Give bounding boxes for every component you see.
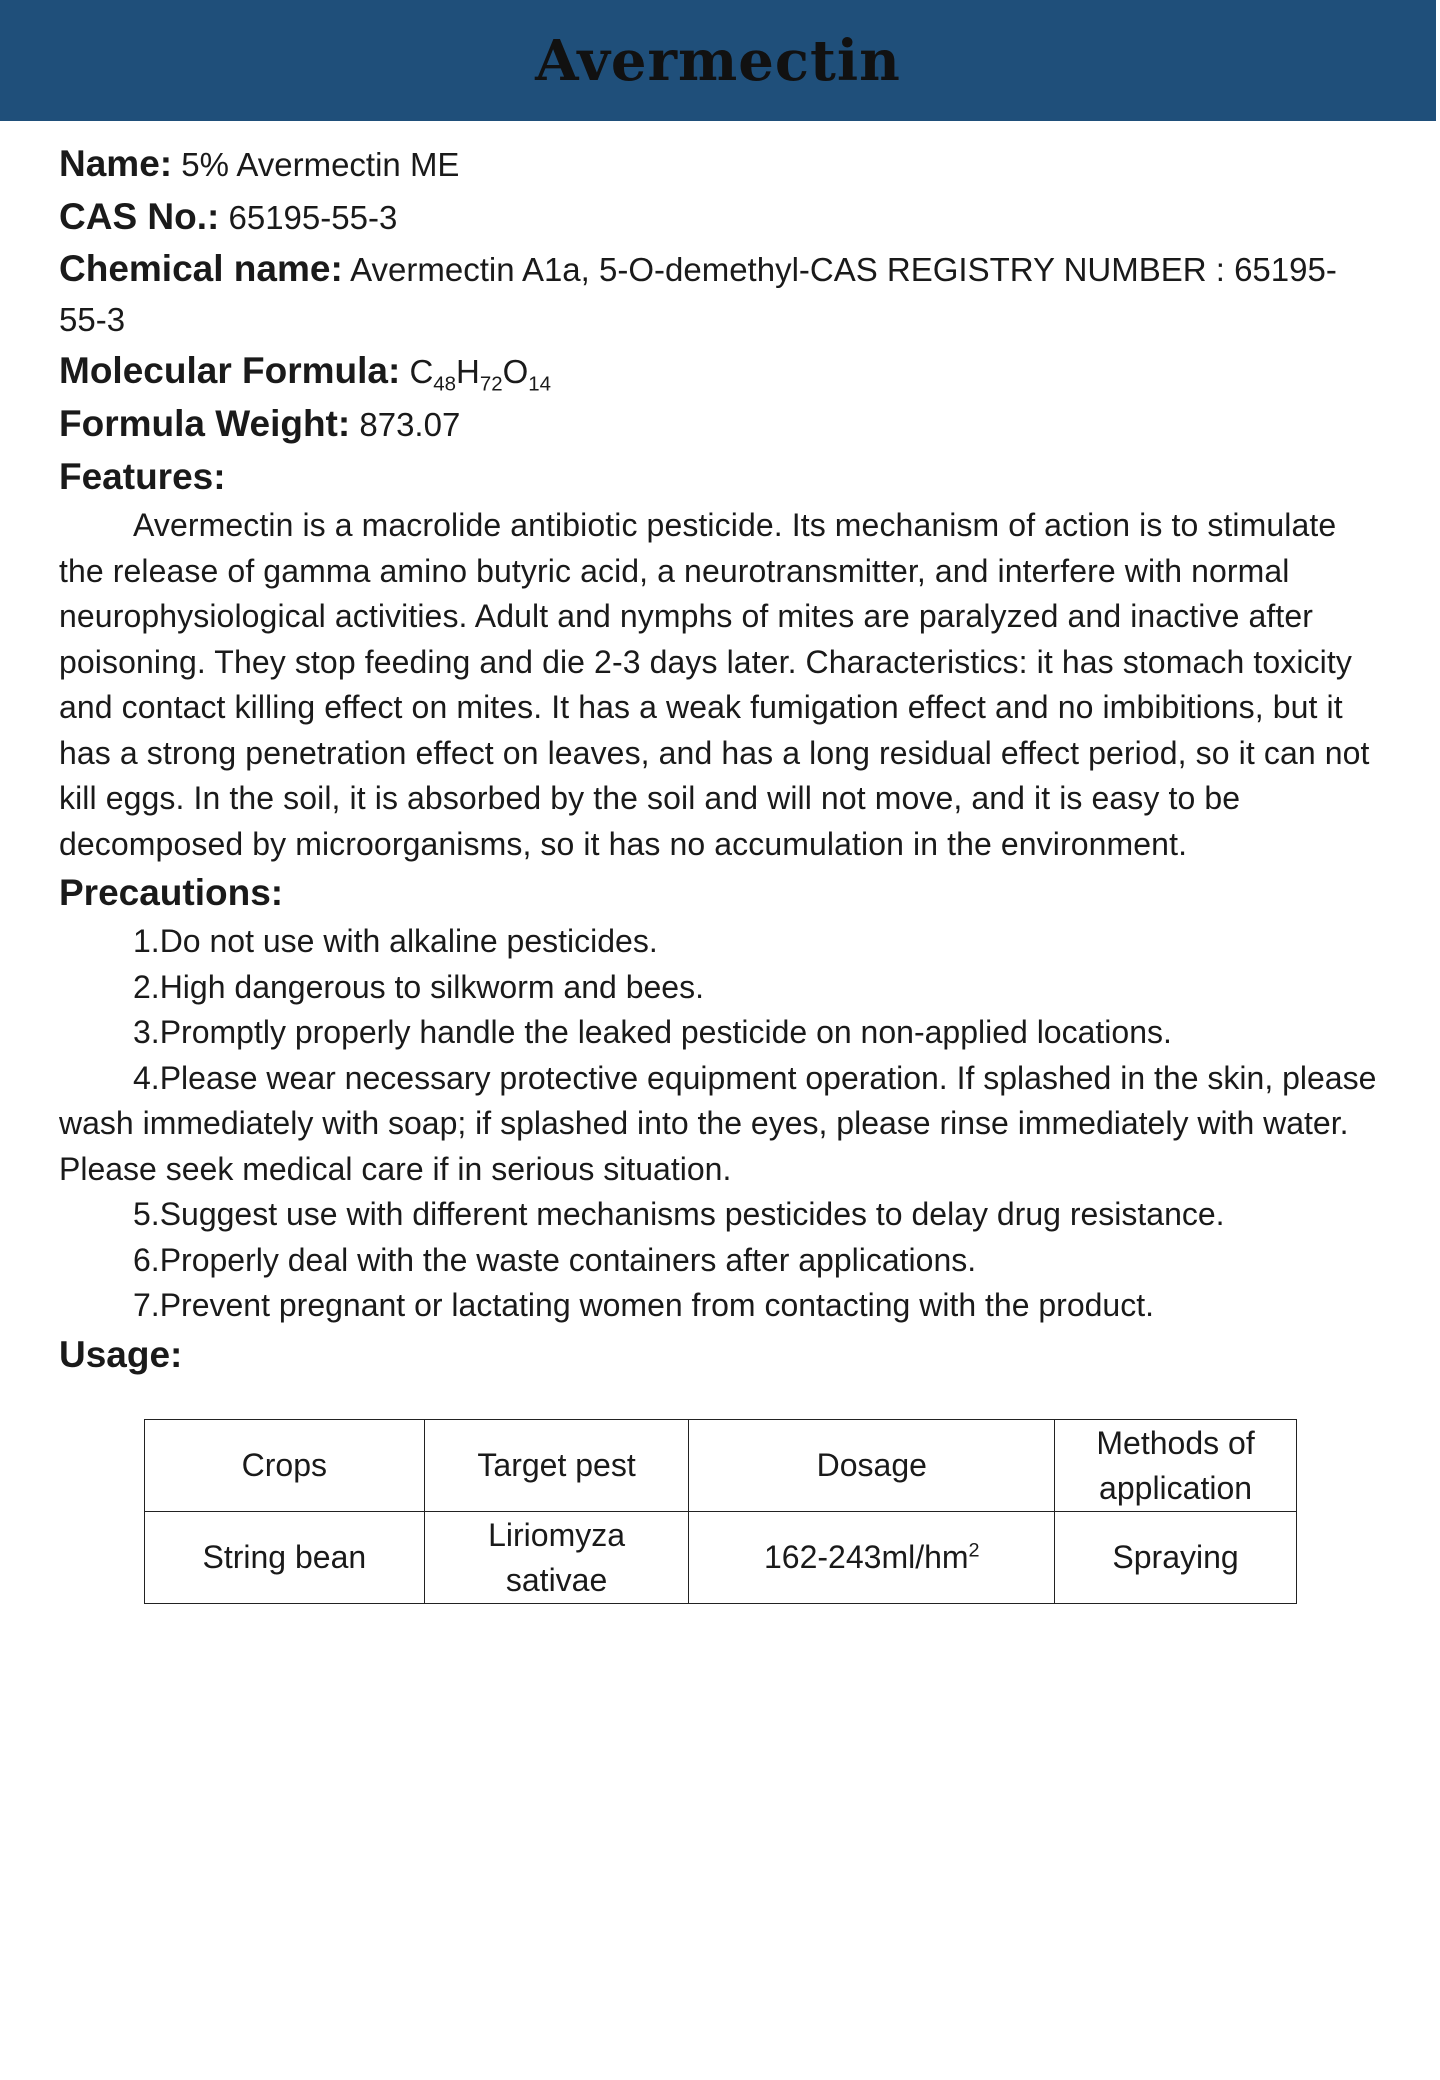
precaution-item: 7.Prevent pregnant or lactating women from contacting with the product. bbox=[133, 1287, 1154, 1323]
table-header-crops: Crops bbox=[145, 1420, 425, 1512]
features-heading: Features: bbox=[59, 456, 226, 497]
molecular-formula-label: Molecular Formula: bbox=[59, 350, 401, 391]
precaution-item: 5.Suggest use with different mechanisms pesticides to delay drug resistance. bbox=[133, 1196, 1225, 1232]
table-header-row bbox=[145, 1420, 1297, 1512]
name-value: 5% Avermectin ME bbox=[181, 146, 460, 183]
chemical-name-label: Chemical name: bbox=[59, 248, 343, 289]
precaution-item: 2.High dangerous to silkworm and bees. bbox=[133, 968, 704, 1005]
table-row bbox=[145, 1512, 1297, 1604]
precaution-item: 6.Properly deal with the waste containers after applications. bbox=[133, 1241, 977, 1278]
table-header-target-pest: Target pest bbox=[424, 1420, 689, 1512]
page-title: Avermectin bbox=[535, 27, 901, 94]
table-header-methods: Methods of application bbox=[1055, 1420, 1297, 1512]
formula-count-c: 48 bbox=[433, 372, 457, 396]
name-field bbox=[59, 138, 1379, 191]
formula-element-h: H bbox=[456, 353, 480, 390]
chemical-name-field bbox=[59, 244, 1379, 345]
table-cell-dosage bbox=[689, 1512, 1055, 1604]
dosage-value: 162-243ml/hm bbox=[764, 1539, 969, 1575]
document-body bbox=[59, 138, 1379, 1381]
precaution-item: 1.Do not use with alkaline pesticides. bbox=[133, 923, 658, 959]
molecular-formula-value bbox=[409, 353, 552, 396]
usage-heading: Usage: bbox=[59, 1333, 183, 1375]
precaution-item: 3.Promptly properly handle the leaked pesticide on non-applied locations. bbox=[133, 1014, 1172, 1050]
precaution-item: 4.Please wear necessary protective equipment operation. If splashed in the skin, please wash immediately with soap; if splashed into the eyes, please rinse immediately with water. Please seek medical care if in serious situation. bbox=[59, 1059, 1377, 1187]
name-label: Name: bbox=[59, 143, 173, 184]
features-paragraph: Avermectin is a macrolide antibiotic pesticide. Its mechanism of action is to stimulate the release of gamma amino butyric acid, a neurotransmitter, and interfere with normal neurophysiological activities. Adult and nymphs of mites are paralyzed and inactive after poisoning. They stop feeding and die 2-3 days later. Characteristics: it has stomach toxicity and contact killing effect on mites. It has a weak fumigation effect and no imbibitions, but it has a strong penetration effect on leaves, and has a long residual effect period, so it can not kill eggs. In the soil, it is absorbed by the soil and will not move, and it is easy to be decomposed by microorganisms, so it has no accumulation in the environment. bbox=[59, 507, 1370, 862]
table-cell-pest: Liriomyza sativae bbox=[424, 1512, 689, 1604]
formula-element-c: C bbox=[409, 353, 434, 390]
cas-label: CAS No.: bbox=[59, 196, 220, 237]
formula-count-o: 14 bbox=[528, 372, 552, 396]
molecular-formula-field bbox=[59, 345, 1379, 398]
dosage-exponent: 2 bbox=[968, 1539, 980, 1562]
precautions-heading: Precautions: bbox=[59, 872, 284, 913]
formula-count-h: 72 bbox=[479, 372, 503, 396]
cas-value: 65195-55-3 bbox=[228, 199, 398, 236]
cas-field bbox=[59, 191, 1379, 244]
chemical-name-value: Avermectin A1a, 5-O-demethyl-CAS REGISTRY NUMBER : 65195-55-3 bbox=[59, 251, 1337, 338]
formula-weight-field bbox=[59, 398, 1379, 451]
page-header bbox=[0, 0, 1436, 121]
table-cell-crop: String bean bbox=[145, 1512, 425, 1604]
formula-weight-label: Formula Weight: bbox=[59, 403, 351, 444]
table-cell-method: Spraying bbox=[1055, 1512, 1297, 1604]
formula-element-o: O bbox=[502, 353, 529, 390]
formula-weight-value: 873.07 bbox=[359, 406, 461, 443]
table-header-dosage: Dosage bbox=[689, 1420, 1055, 1512]
usage-table bbox=[144, 1419, 1297, 1604]
